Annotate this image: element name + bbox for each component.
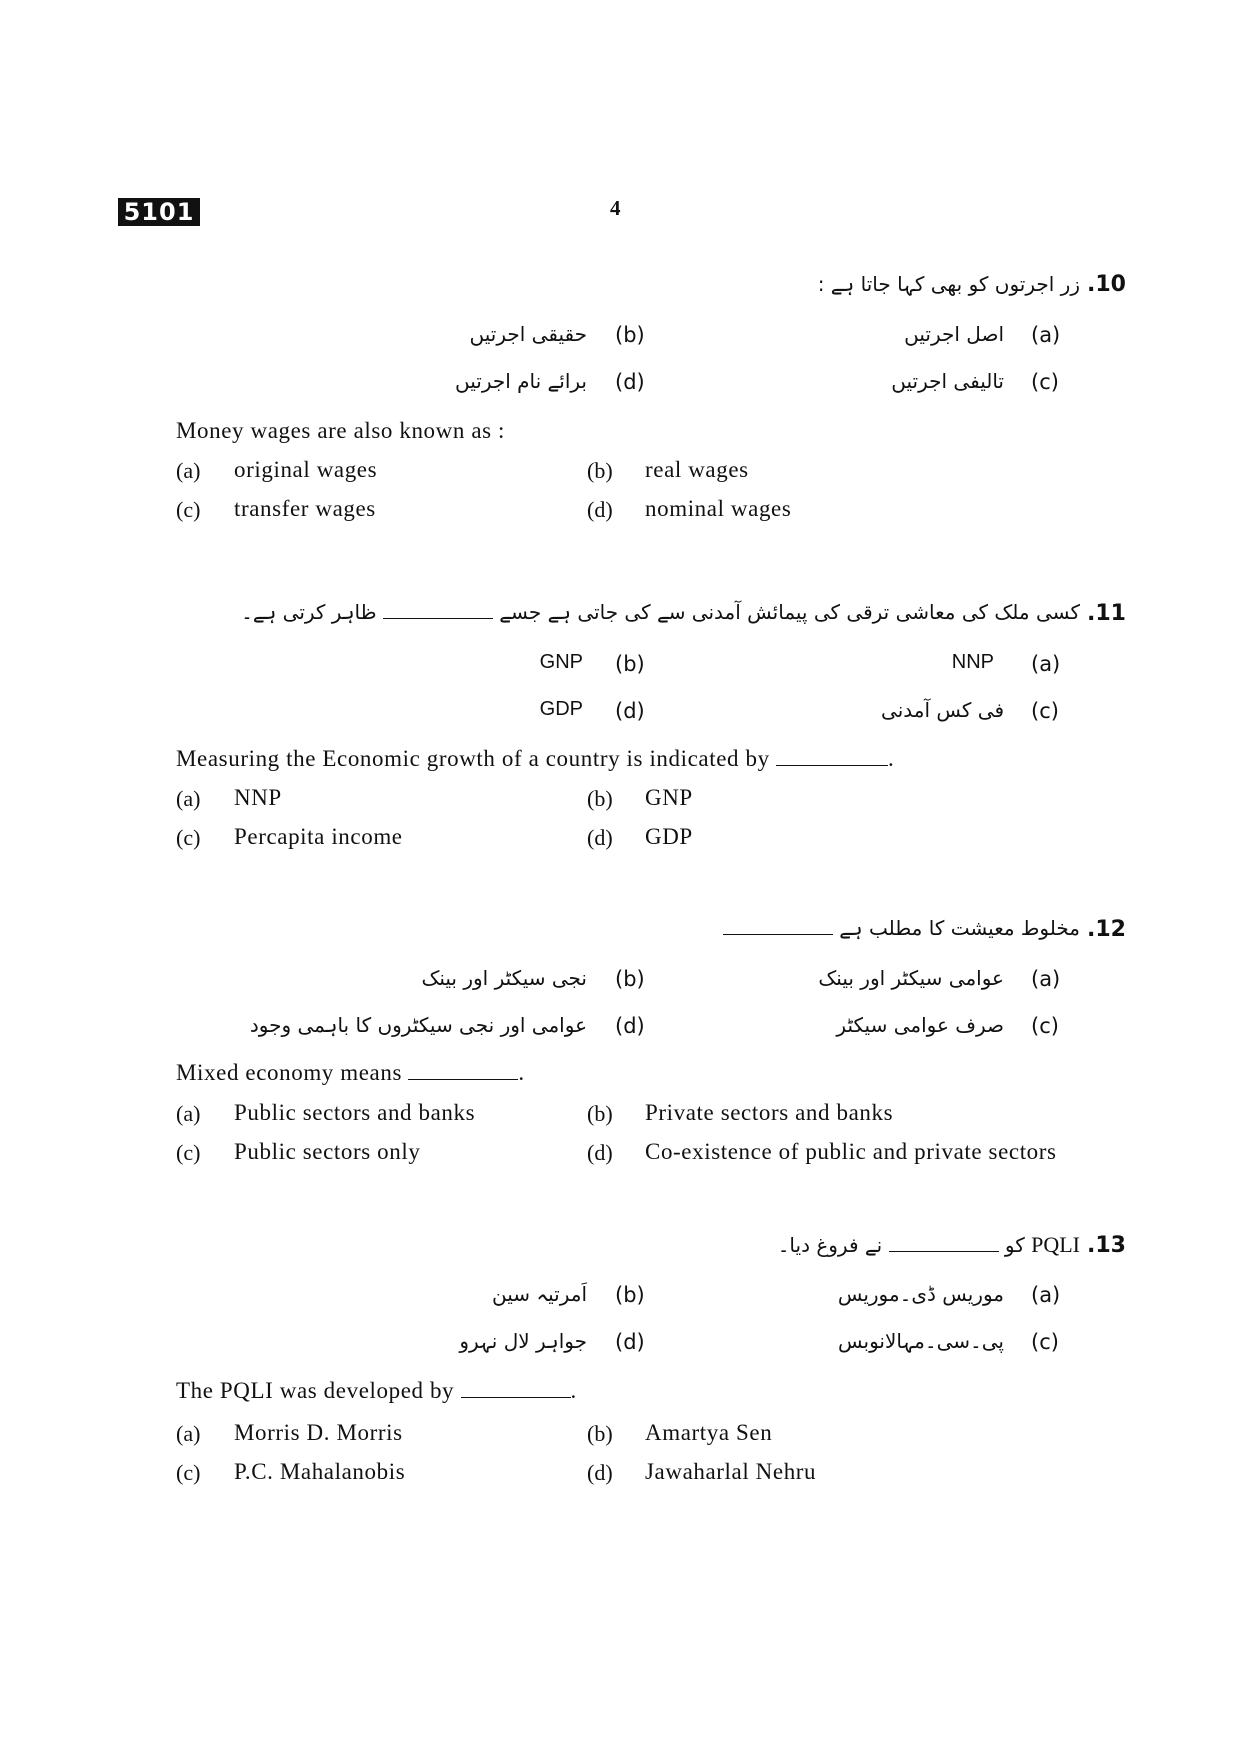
urdu-question-stem — [241, 600, 1080, 624]
urdu-option-label: (a) — [1031, 967, 1061, 991]
english-option-text: Co-existence of public and private sectors — [645, 1139, 1057, 1164]
urdu-option-label: (a) — [1031, 1283, 1061, 1307]
urdu-option-label: (d) — [615, 699, 645, 723]
urdu-stem-part: PQLI — [1031, 1232, 1080, 1257]
urdu-option-text: GNP — [539, 651, 583, 673]
page-number: 4 — [610, 196, 621, 220]
urdu-option-text: عوامی اور نجی سیکٹروں کا باہمی وجود — [249, 1013, 587, 1037]
english-option-text: Jawaharlal Nehru — [645, 1459, 817, 1484]
urdu-option-label: (c) — [1031, 1014, 1059, 1038]
english-option-label: (c) — [176, 1140, 201, 1165]
urdu-option-text: جواہر لال نہرو — [459, 1329, 587, 1353]
english-option-label: (d) — [587, 1140, 613, 1165]
urdu-option-text: پی۔سی۔مہالانوبس — [838, 1329, 1004, 1353]
english-option-text: Private sectors and banks — [645, 1100, 894, 1125]
english-stem-text: Measuring the Economic growth of a country is indicated by — [176, 746, 770, 771]
urdu-option-label: (a) — [1031, 652, 1061, 676]
answer-blank — [776, 764, 888, 766]
english-option-label: (a) — [176, 458, 201, 483]
urdu-stem-part: نے فروغ دیا۔ — [777, 1233, 883, 1257]
urdu-stem-part: مخلوط معیشت کا مطلب ہے — [839, 916, 1080, 940]
urdu-option-label: (b) — [615, 1283, 645, 1307]
english-question-stem: Measuring the Economic growth of a country is indicated by . — [176, 746, 895, 771]
urdu-option-label: (a) — [1031, 323, 1061, 347]
english-option-text: GNP — [645, 785, 693, 810]
english-option-text: transfer wages — [234, 496, 376, 521]
urdu-option-label: (b) — [615, 323, 645, 347]
english-option-label: (a) — [176, 1421, 201, 1446]
english-option-label: (b) — [587, 458, 613, 483]
english-option-text: Amartya Sen — [645, 1420, 773, 1445]
english-question-stem: Mixed economy means . — [176, 1060, 525, 1085]
english-option-label: (d) — [587, 1460, 613, 1485]
urdu-option-text: اصل اجرتیں — [904, 322, 1004, 346]
english-option-text: GDP — [645, 824, 693, 849]
urdu-option-label: (d) — [615, 1330, 645, 1354]
english-stem-text: Mixed economy means — [176, 1060, 403, 1085]
answer-blank — [383, 617, 493, 619]
answer-blank — [408, 1078, 518, 1080]
english-option-label: (d) — [587, 825, 613, 850]
english-option-label: (b) — [587, 1101, 613, 1126]
english-option-text: original wages — [234, 457, 378, 482]
english-option-label: (a) — [176, 1101, 201, 1126]
english-option-text: Percapita income — [234, 824, 403, 849]
urdu-option-text: GDP — [539, 698, 583, 720]
english-option-label: (b) — [587, 786, 613, 811]
english-question-stem: The PQLI was developed by . — [176, 1378, 577, 1403]
english-option-text: P.C. Mahalanobis — [234, 1459, 406, 1484]
urdu-option-label: (d) — [615, 370, 645, 394]
urdu-option-label: (b) — [615, 967, 645, 991]
urdu-option-text: برائے نام اجرتیں — [455, 369, 587, 393]
urdu-option-text: نجی سیکٹر اور بینک — [421, 966, 587, 990]
urdu-option-text: فی کس آمدنی — [881, 698, 1004, 722]
urdu-question-stem — [778, 1232, 1080, 1258]
answer-blank — [723, 933, 833, 935]
english-option-label: (c) — [176, 497, 201, 522]
english-question-stem: Money wages are also known as : — [176, 418, 506, 443]
question-number: .11 — [1087, 601, 1126, 626]
urdu-question-stem — [723, 916, 1080, 940]
english-option-text: nominal wages — [645, 496, 792, 521]
urdu-option-label: (c) — [1031, 699, 1059, 723]
english-option-label: (a) — [176, 786, 201, 811]
english-stem-text: The PQLI was developed by — [176, 1378, 455, 1403]
paper-code-badge: 5101 — [118, 198, 200, 226]
english-option-text: real wages — [645, 457, 749, 482]
english-option-text: NNP — [234, 785, 282, 810]
urdu-option-label: (d) — [615, 1014, 645, 1038]
urdu-option-text: صرف عوامی سیکٹر — [836, 1013, 1004, 1037]
urdu-stem-part: کسی ملک کی معاشی ترقی کی پیمائش آمدنی سے کی جاتی ہے جسے — [499, 600, 1080, 624]
answer-blank — [889, 1250, 999, 1252]
urdu-stem-part: ظاہر کرتی ہے۔ — [241, 600, 377, 624]
urdu-option-label: (c) — [1031, 1330, 1059, 1354]
urdu-option-text: موریس ڈی۔موریس — [837, 1282, 1004, 1306]
urdu-option-text: تالیفی اجرتیں — [891, 369, 1004, 393]
urdu-option-text: حقیقی اجرتیں — [469, 322, 587, 346]
english-option-label: (d) — [587, 497, 613, 522]
question-number: .13 — [1087, 1233, 1126, 1258]
english-option-text: Public sectors and banks — [234, 1100, 476, 1125]
urdu-stem-part: کو — [1004, 1233, 1025, 1257]
urdu-question-stem: زر اجرتوں کو بھی کہا جاتا ہے : — [817, 272, 1080, 296]
english-option-text: Public sectors only — [234, 1139, 421, 1164]
urdu-option-text: عوامی سیکٹر اور بینک — [818, 966, 1004, 990]
urdu-option-text: اَمرتیہ سین — [492, 1282, 587, 1306]
english-option-label: (b) — [587, 1421, 613, 1446]
question-number: .10 — [1087, 272, 1126, 297]
english-option-label: (c) — [176, 825, 201, 850]
urdu-option-label: (b) — [615, 652, 645, 676]
answer-blank — [461, 1396, 571, 1398]
urdu-option-label: (c) — [1031, 370, 1059, 394]
urdu-option-text: NNP — [951, 651, 994, 673]
english-option-text: Morris D. Morris — [234, 1420, 403, 1445]
question-number: .12 — [1087, 917, 1126, 942]
english-option-label: (c) — [176, 1460, 201, 1485]
